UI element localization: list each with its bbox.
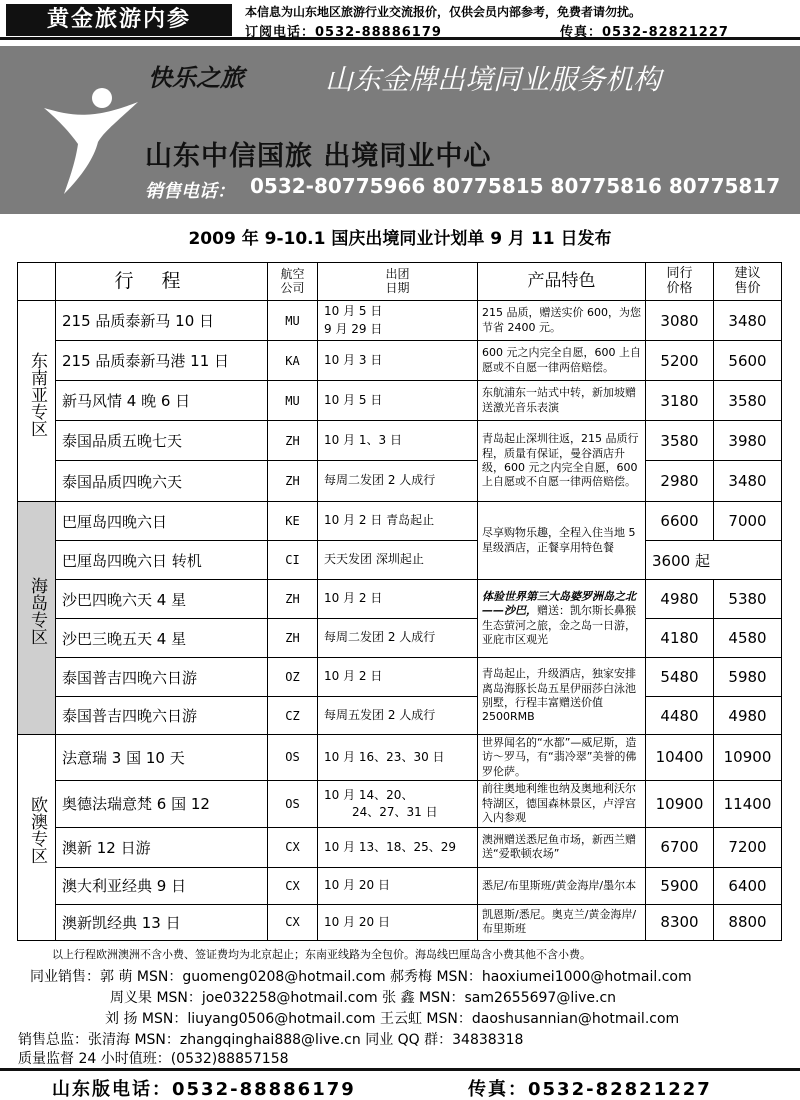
retail-price-cell: 3580 — [714, 381, 782, 421]
airline-cell: OZ — [268, 658, 318, 697]
retail-price-cell: 4580 — [714, 619, 782, 658]
table-row — [18, 904, 782, 940]
departure-cell: 10 月 16、23、30 日 — [318, 735, 478, 781]
feature-cell: 体验世界第三大岛婆罗洲岛之北——沙巴，赠送：凯尔斯长鼻猴生态萤河之旅，金之岛一日游，亚庇市区观光 — [478, 580, 646, 658]
airline-cell: ZH — [268, 580, 318, 619]
trade-price-cell: 8300 — [646, 904, 714, 940]
feature-cell: 215 品质，赠送实价 600，为您节省 2400 元。 — [478, 301, 646, 341]
feature-cell: 青岛起止，升级酒店，独家安排离岛海豚长岛五星伊丽莎白泳池别墅，行程丰富赠送价值 2500RMB — [478, 658, 646, 735]
disclaimer-text: 本信息为山东地区旅游行业交流报价，仅供会员内部参考，免费者请勿扰。 — [245, 5, 642, 19]
airline-cell: ZH — [268, 461, 318, 502]
trade-price-cell: 10900 — [646, 780, 714, 827]
footnote: 以上行程欧洲澳洲不含小费、签证费均为北京起止；东南亚线路为全包价。海岛线巴厘岛含小费其他不含小费。 — [52, 948, 591, 961]
sales-phone-numbers: 0532-80775966 80775815 80775816 80775817 — [250, 174, 781, 198]
table-row — [18, 697, 782, 735]
departure-cell: 每周二发团 2 人成行 — [318, 461, 478, 502]
feature-cell: 东航浦东一站式中转，新加坡赠送激光音乐表演 — [478, 381, 646, 421]
route-cell: 215 品质泰新马港 11 日 — [56, 341, 268, 381]
airline-cell: ZH — [268, 421, 318, 461]
retail-price-cell: 7000 — [714, 502, 782, 541]
airline-cell: CZ — [268, 697, 318, 735]
trade-price-cell: 3600 起 — [646, 541, 782, 580]
header-route: 行程 — [56, 263, 268, 301]
trade-price-cell: 3180 — [646, 381, 714, 421]
header-departure: 出团 日期 — [318, 263, 478, 301]
retail-price-cell: 11400 — [714, 780, 782, 827]
departure-cell: 10 月 20 日 — [318, 904, 478, 940]
feature-cell: 青岛起止深圳往返，215 品质行程，质量有保证，曼谷酒店升级，600 元之内完全自愿，600 上自愿或不自愿一律两倍赔偿。 — [478, 421, 646, 502]
departure-cell: 10 月 1、3 日 — [318, 421, 478, 461]
table-row — [18, 341, 782, 381]
airline-cell: KE — [268, 502, 318, 541]
brand-title: 黄金旅游内参 — [6, 4, 232, 36]
feature-cell: 尽享购物乐趣，全程入住当地 5 星级酒店，正餐享用特色餐 — [478, 502, 646, 580]
header-retail-price: 建议 售价 — [714, 263, 782, 301]
retail-price-cell: 7200 — [714, 827, 782, 867]
footer-phone: 山东版电话：0532-88886179 — [52, 1079, 356, 1100]
contact-line-5: 质量监督 24 小时值班：(0532)88857158 — [18, 1051, 289, 1067]
departure-cell: 10 月 3 日 — [318, 341, 478, 381]
top-fax: 传真：0532-82821227 — [560, 25, 729, 40]
sales-phone-label: 销售电话： — [145, 181, 235, 202]
table-row — [18, 421, 782, 461]
trade-price-cell: 5480 — [646, 658, 714, 697]
route-cell: 泰国普吉四晚六日游 — [56, 697, 268, 735]
feature-cell: 前往奥地利维也纳及奥地利沃尔特湖区，德国森林景区，卢浮宫入内参观 — [478, 780, 646, 827]
header-features: 产品特色 — [478, 263, 646, 301]
region-southeast-asia: 东南亚专区 — [18, 301, 56, 502]
departure-cell: 10 月 5 日 9 月 29 日 — [318, 301, 478, 341]
route-cell: 215 品质泰新马 10 日 — [56, 301, 268, 341]
feature-cell: 澳洲赠送悉尼鱼市场，新西兰赠送“爱歌顿农场” — [478, 827, 646, 867]
top-bar — [0, 0, 800, 40]
airline-cell: KA — [268, 341, 318, 381]
contact-line-1: 同业销售：郭 萌 MSN：guomeng0208@hotmail.com 郝秀梅 MSN：haoxiumei1000@hotmail.com — [30, 969, 692, 985]
departure-cell: 10 月 5 日 — [318, 381, 478, 421]
departure-cell: 10 月 2 日 — [318, 658, 478, 697]
feature-cell: 凯恩斯/悉尼。奥克兰/黄金海岸/布里斯班 — [478, 904, 646, 940]
airline-cell: OS — [268, 780, 318, 827]
trade-price-cell: 3580 — [646, 421, 714, 461]
trade-price-cell: 4180 — [646, 619, 714, 658]
feature-cell: 悉尼/布里斯班/黄金海岸/墨尔本 — [478, 867, 646, 904]
table-row — [18, 381, 782, 421]
table-row — [18, 780, 782, 827]
contact-line-3: 刘 扬 MSN：liuyang0506@hotmail.com 王云虹 MSN：daoshusannian@hotmail.com — [105, 1011, 680, 1027]
footer-bar — [0, 1068, 800, 1100]
table-row — [18, 301, 782, 341]
trade-price-cell: 6700 — [646, 827, 714, 867]
trade-price-cell: 6600 — [646, 502, 714, 541]
table-row — [18, 580, 782, 619]
running-figure-logo-icon — [42, 86, 142, 196]
retail-price-cell: 3980 — [714, 421, 782, 461]
airline-cell: OS — [268, 735, 318, 781]
route-cell: 沙巴三晚五天 4 星 — [56, 619, 268, 658]
route-cell: 澳新 12 日游 — [56, 827, 268, 867]
departure-cell: 每周五发团 2 人成行 — [318, 697, 478, 735]
departure-cell: 10 月 14、20、 24、27、31 日 — [318, 780, 478, 827]
route-cell: 巴厘岛四晚六日 转机 — [56, 541, 268, 580]
retail-price-cell: 5980 — [714, 658, 782, 697]
contact-line-4: 销售总监：张清海 MSN：zhangqinghai888@live.cn 同业 QQ 群：34838318 — [18, 1032, 524, 1048]
airline-cell: MU — [268, 301, 318, 341]
trade-price-cell: 4980 — [646, 580, 714, 619]
slogan: 快乐之旅 — [148, 63, 244, 92]
departure-cell: 10 月 2 日 青岛起止 — [318, 502, 478, 541]
trade-price-cell: 10400 — [646, 735, 714, 781]
table-row — [18, 502, 782, 541]
table-row — [18, 867, 782, 904]
header-empty — [18, 263, 56, 301]
trade-price-cell: 3080 — [646, 301, 714, 341]
retail-price-cell: 10900 — [714, 735, 782, 781]
retail-price-cell: 3480 — [714, 301, 782, 341]
footer-fax: 传真：0532-82821227 — [468, 1079, 712, 1100]
airline-cell: MU — [268, 381, 318, 421]
table-row — [18, 541, 782, 580]
banner — [0, 46, 800, 214]
table-row — [18, 619, 782, 658]
plan-headline: 2009 年 9-10.1 国庆出境同业计划单 9 月 11 日发布 — [188, 229, 612, 249]
airline-cell: CX — [268, 827, 318, 867]
airline-cell: CI — [268, 541, 318, 580]
trade-price-cell: 2980 — [646, 461, 714, 502]
departure-cell: 天天发团 深圳起止 — [318, 541, 478, 580]
departure-cell: 10 月 13、18、25、29 — [318, 827, 478, 867]
trade-price-cell: 4480 — [646, 697, 714, 735]
retail-price-cell: 6400 — [714, 867, 782, 904]
table-row — [18, 827, 782, 867]
route-cell: 奥德法瑞意梵 6 国 12 — [56, 780, 268, 827]
retail-price-cell: 3480 — [714, 461, 782, 502]
route-cell: 新马风情 4 晚 6 日 — [56, 381, 268, 421]
feature-cell: 世界闻名的“水都”—威尼斯，造访～罗马，有“翡冷翠”美誉的佛罗伦萨。 — [478, 735, 646, 781]
route-cell: 澳大利亚经典 9 日 — [56, 867, 268, 904]
airline-cell: ZH — [268, 619, 318, 658]
header-trade-price: 同行 价格 — [646, 263, 714, 301]
contact-line-2: 周义果 MSN：joe032258@hotmail.com 张 鑫 MSN：sam2655697@live.cn — [110, 990, 617, 1006]
route-cell: 沙巴四晚六天 4 星 — [56, 580, 268, 619]
retail-price-cell: 5600 — [714, 341, 782, 381]
route-cell: 泰国品质五晚七天 — [56, 421, 268, 461]
table-row — [18, 658, 782, 697]
retail-price-cell: 5380 — [714, 580, 782, 619]
airline-cell: CX — [268, 867, 318, 904]
route-cell: 法意瑞 3 国 10 天 — [56, 735, 268, 781]
retail-price-cell: 8800 — [714, 904, 782, 940]
table-row — [18, 461, 782, 502]
table-row — [18, 735, 782, 781]
retail-price-cell: 4980 — [714, 697, 782, 735]
table-header-row — [18, 263, 782, 301]
airline-cell: CX — [268, 904, 318, 940]
feature-cell: 600 元之内完全自愿，600 上自愿或不自愿一律两倍赔偿。 — [478, 341, 646, 381]
region-island: 海岛专区 — [18, 502, 56, 735]
tour-plan-table — [17, 262, 782, 941]
header-airline: 航空 公司 — [268, 263, 318, 301]
route-cell: 澳新凯经典 13 日 — [56, 904, 268, 940]
trade-price-cell: 5200 — [646, 341, 714, 381]
trade-price-cell: 5900 — [646, 867, 714, 904]
order-phone: 订阅电话：0532-88886179 — [245, 25, 442, 40]
org-title: 山东金牌出境同业服务机构 — [325, 63, 662, 96]
departure-cell: 每周二发团 2 人成行 — [318, 619, 478, 658]
route-cell: 泰国普吉四晚六日游 — [56, 658, 268, 697]
route-cell: 巴厘岛四晚六日 — [56, 502, 268, 541]
departure-cell: 10 月 20 日 — [318, 867, 478, 904]
route-cell: 泰国品质四晚六天 — [56, 461, 268, 502]
region-europe-australia: 欧澳专区 — [18, 735, 56, 941]
center-title: 山东中信国旅 出境同业中心 — [145, 141, 492, 172]
departure-cell: 10 月 2 日 — [318, 580, 478, 619]
